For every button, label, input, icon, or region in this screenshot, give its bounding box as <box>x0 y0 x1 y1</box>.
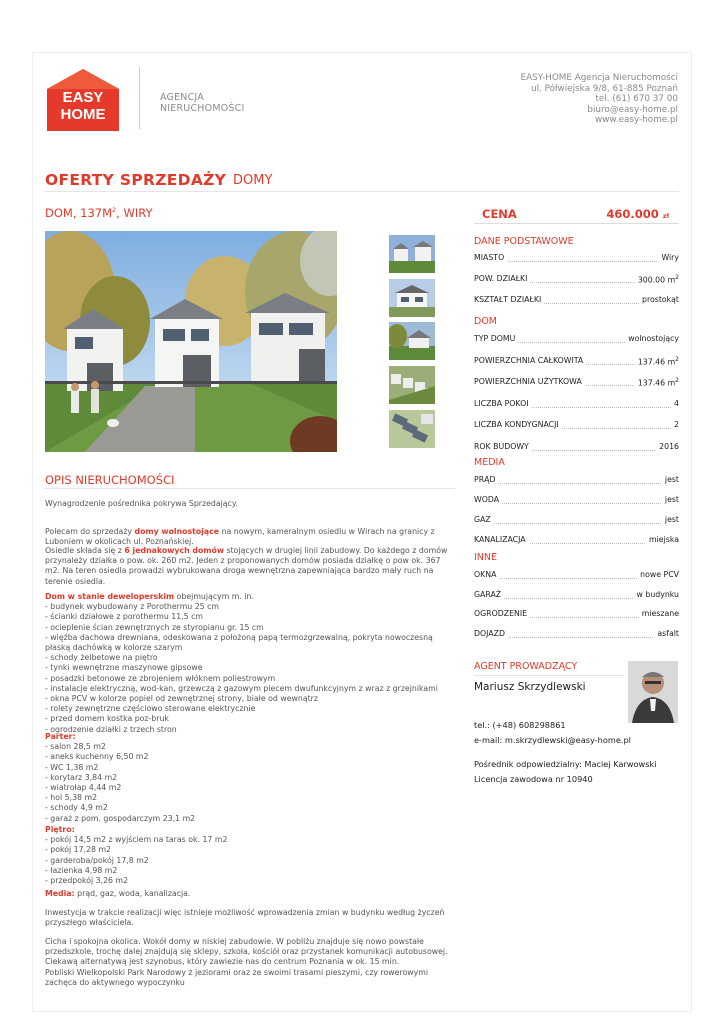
logo-line2: HOME <box>60 106 106 123</box>
area-line-2: przedszkole, trochę dalej znajdują się sklepy, szkoła, kościół oraz przystanek komunikacji autobusowej. <box>45 947 448 957</box>
row-value: jest <box>662 495 679 504</box>
description-features <box>45 592 463 735</box>
description-divider <box>45 488 455 489</box>
price-currency: zł <box>662 212 669 220</box>
price-label: CENA <box>482 207 517 221</box>
media-summary <box>45 889 463 899</box>
ground-floor-item: - hol 5,38 m2 <box>45 793 98 803</box>
thumbnail-1[interactable] <box>389 235 435 273</box>
feature-item: - ogrodzenie działki z trzech stron <box>45 724 177 734</box>
ground-floor-item: - schody 4,9 m2 <box>45 803 108 813</box>
row-label: WODA <box>474 495 502 504</box>
description-paragraph-1 <box>45 527 463 547</box>
feature-item: - instalacje elektryczną, wod-kan, grzewczą z gazowym piecem dwufunkcyjnym z wraz z grzejnikami <box>45 683 438 693</box>
agent-heading: AGENT PROWADZĄCY <box>474 661 578 672</box>
features-intro: obejmującym m. in. <box>174 592 254 601</box>
dotted-leader <box>474 503 679 504</box>
data-row <box>474 420 679 432</box>
area-line-1: Cicha i spokojna okolica. Wokół domy w niskiej zabudowie. W pobliżu znajduje się nowo powstałe <box>45 937 424 946</box>
feature-item: - budynek wybudowany z Porothermu 25 cm <box>45 602 219 612</box>
section-basic-heading: DANE PODSTAWOWE <box>474 236 574 247</box>
ground-floor-item: - salon 28,5 m2 <box>45 742 106 752</box>
page-category: DOMY <box>233 173 273 188</box>
first-floor-item: - przedpokój 3,26 m2 <box>45 876 129 886</box>
row-value: 137.46 $m^2$ <box>635 356 679 367</box>
section-media-heading: MEDIA <box>474 457 505 468</box>
row-label: KANALIZACJA <box>474 535 529 544</box>
p1-text-a: Polecam do sprzedaży <box>45 527 135 536</box>
agent-intermediary: Pośrednik odpowiedzialny: Maciej Karwowski <box>474 759 657 769</box>
logo-line1: EASY <box>62 89 104 106</box>
row-value: wolnostojący <box>625 334 679 343</box>
row-value: nowe PCV <box>637 570 679 579</box>
thumbnail-4[interactable] <box>389 366 435 404</box>
row-value: prostokąt <box>639 295 679 304</box>
dotted-leader <box>474 523 679 524</box>
feature-item: - okna PCV w kolorze popiel od zewnętrznej strony, białe od wewnątrz <box>45 694 318 704</box>
easy-home-logo <box>45 68 121 132</box>
agency-line2: NIERUCHOMOŚCI <box>160 103 245 114</box>
row-value: 137.46 $m^2$ <box>635 377 679 388</box>
data-row <box>474 515 679 527</box>
dotted-leader <box>474 483 679 484</box>
media-summary-text: prąd, gaz, woda, kanalizacja. <box>74 889 191 898</box>
row-label: POWIERZCHNIA CAŁKOWITA <box>474 356 586 365</box>
property-title-suffix: , WIRY <box>116 206 153 220</box>
contact-company: EASY-HOME Agencja Nieruchomości <box>520 73 678 83</box>
p1-highlight: domy wolnostojące <box>134 527 220 536</box>
thumbnail-5[interactable] <box>389 410 435 448</box>
agent-divider <box>474 675 624 676</box>
data-row <box>474 629 679 641</box>
p1-text-d: Luboniem w okolicach ul. Poznańskiej. <box>45 537 194 547</box>
area-line-3: Ciekawą alternatywą jest szynobus, który zawiezie nas do centrum Poznania w ok. 15 min. <box>45 957 400 967</box>
first-floor-item: - pokój 17,28 m2 <box>45 845 112 855</box>
thumbnail-2[interactable] <box>389 279 435 317</box>
p2-text-e: m2. Na teren osiedla prowadzi wybrukowana droga wewnętrzna zapewniająca bardzo mały ruch na <box>45 566 434 576</box>
row-label: TYP DOMU <box>474 334 518 343</box>
row-value: 4 <box>671 399 679 408</box>
row-label: MIASTO <box>474 253 507 262</box>
row-value: Wiry <box>658 253 679 262</box>
page-title: OFERTY SPRZEDAŻY <box>45 171 227 189</box>
media-summary-heading: Media: <box>45 889 75 898</box>
feature-item: - więźba dachowa drewniana, odeskowana z położoną papą termozgrzewalną, pokryta nowoczesną <box>45 632 433 642</box>
agent-email[interactable]: e-mail: m.skrzydlewski@easy-home.pl <box>474 735 631 745</box>
data-row <box>474 590 679 602</box>
contact-phone[interactable]: tel. (61) 670 37 00 <box>595 94 678 105</box>
area-line-4: Pobliski Wielkopolski Park Narodowy z jeziorami oraz ze swoimi trasami pieszymi, czy rowerowymi <box>45 967 429 977</box>
row-label: GAZ <box>474 515 494 524</box>
ground-floor-item: - garaż z pom. gospodarczym 23,1 m2 <box>45 813 196 823</box>
row-value-sup: 2 <box>675 274 679 281</box>
row-label: LICZBA KONDYGNACJI <box>474 420 562 429</box>
feature-item: - ocieplenie ścian zewnętrznych ze styropianu gr. 15 cm <box>45 622 264 632</box>
feature-item: - schody żelbetowe na piętro <box>45 653 158 663</box>
row-label: LICZBA POKOI <box>474 399 532 408</box>
row-value-sup: 2 <box>675 355 679 363</box>
description-heading: OPIS NIERUCHOMOŚCI <box>45 473 175 487</box>
thumbnail-3[interactable] <box>389 322 435 360</box>
price-value <box>606 207 669 221</box>
ground-floor-item: - WC 1,38 m2 <box>45 762 99 772</box>
ground-floor-list <box>45 742 463 824</box>
price-amount: 460.000 <box>606 207 659 221</box>
data-row <box>474 295 679 307</box>
first-floor-item: - łazienka 4,98 m2 <box>45 865 118 875</box>
ground-floor-item: - wiatrołap 4,44 m2 <box>45 783 122 793</box>
logo-divider <box>139 67 140 129</box>
agent-phone[interactable]: tel.: (+48) 608298861 <box>474 720 566 730</box>
row-label: DOJAZD <box>474 629 508 638</box>
row-label: ROK BUDOWY <box>474 442 532 451</box>
row-value: 300.00 $m^2$ <box>635 274 679 285</box>
row-label: PRĄD <box>474 475 498 484</box>
property-title-sup: 2 <box>112 206 117 215</box>
row-value-sup: 2 <box>675 377 679 384</box>
fee-note: Wynagrodzenie pośrednika pokrywa Sprzedający. <box>45 499 238 508</box>
contact-block <box>521 73 678 126</box>
row-value: w budynku <box>634 590 679 599</box>
p2-highlight: 6 jednakowych domów <box>124 546 225 555</box>
data-row <box>474 377 679 389</box>
feature-item: - ścianki działowe z porothermu 11,5 cm <box>45 612 204 622</box>
agent-license: Licencja zawodowa nr 10940 <box>474 774 593 784</box>
row-value: mieszane <box>639 609 679 618</box>
feature-item: - tynki wewnętrzne maszynowe gipsowe <box>45 663 203 673</box>
row-value: jest <box>662 475 679 484</box>
row-label: OGRODZENIE <box>474 609 530 618</box>
main-property-photo[interactable] <box>45 231 337 452</box>
feature-item: płaską dachówką w kolorze szarym <box>45 643 183 653</box>
row-value: 2 <box>671 420 679 429</box>
row-label: OKNA <box>474 570 499 579</box>
data-row <box>474 334 679 346</box>
first-floor-block <box>45 825 463 886</box>
property-title <box>45 206 153 220</box>
row-value: 2016 <box>656 442 679 451</box>
agent-photo <box>628 661 678 723</box>
row-label: POW. DZIAŁKI <box>474 274 530 283</box>
ground-floor-item: - aneks kuchenny 6,50 m2 <box>45 752 149 762</box>
feature-item: - posadzki betonowe ze zbrojeniem włóknem poliestrowym <box>45 673 276 683</box>
data-row <box>474 442 679 454</box>
ground-floor-item: - korytarz 3,84 m2 <box>45 772 118 782</box>
p2-text-d: przynależy działka o pow. ok. 260 m2. Jeden z proponowanych domów posiada działkę o pow ok. 367 <box>45 556 441 566</box>
row-value: miejska <box>646 535 679 544</box>
row-value: jest <box>662 515 679 524</box>
property-title-prefix: DOM, 137M <box>45 206 113 220</box>
price-row <box>474 206 679 224</box>
p2-text-c: stojących w drugiej linii zabudowy. Do każdego z domów <box>224 546 448 555</box>
agency-line1: AGENCJA <box>160 92 204 103</box>
investment-note <box>45 908 463 928</box>
agency-name <box>160 92 244 114</box>
p1-text-c: na nowym, kameralnym osiedlu w Wirach na granicy z <box>219 527 435 536</box>
row-value: asfalt <box>654 629 679 638</box>
contact-address: ul. Półwiejska 9/8, 61-885 Poznań <box>531 83 678 94</box>
ground-floor-heading: Parter: <box>45 732 76 741</box>
data-row <box>474 535 679 547</box>
first-floor-item: - pokój 14,5 m2 z wyjściem na taras ok. 17 m2 <box>45 835 228 845</box>
p2-text-a: Osiedle składa się z <box>45 546 125 555</box>
data-row <box>474 475 679 487</box>
row-label: KSZTAŁT DZIAŁKI <box>474 295 544 304</box>
description-paragraph-2 <box>45 546 463 587</box>
data-row <box>474 399 679 411</box>
feature-item: - przed domem kostka poz-bruk <box>45 714 169 724</box>
title-divider <box>45 191 679 192</box>
ground-floor-block <box>45 732 463 824</box>
row-label: GARAŻ <box>474 590 504 599</box>
data-row <box>474 609 679 621</box>
feature-item: - rolety zewnętrzne częściowo sterowane elektrycznie <box>45 704 256 714</box>
data-row <box>474 570 679 582</box>
investment-line-1: Inwestycja w trakcie realizacji więc istnieje możliwość wprowadzenia zmian w budynku według życzeń <box>45 908 445 917</box>
features-list <box>45 602 463 735</box>
data-row <box>474 356 679 368</box>
agent-name: Mariusz Skrzydlewski <box>474 681 586 693</box>
contact-website[interactable]: www.easy-home.pl <box>595 115 678 126</box>
section-other-heading: INNE <box>474 552 498 563</box>
data-row <box>474 274 679 286</box>
investment-line-2: przyszłego właściciela. <box>45 918 134 928</box>
first-floor-list <box>45 835 463 886</box>
p2-text-f: terenie osiedla. <box>45 576 106 586</box>
features-highlight: Dom w stanie deweloperskim <box>45 592 175 601</box>
data-row <box>474 253 679 265</box>
first-floor-heading: Piętro: <box>45 825 75 834</box>
row-label: POWIERZCHNIA UŻYTKOWA <box>474 377 585 386</box>
area-line-5: zachęca do aktywnego wypoczynku <box>45 977 185 987</box>
first-floor-item: - garderoba/pokój 17,8 m2 <box>45 855 149 865</box>
area-description <box>45 937 463 988</box>
data-row <box>474 495 679 507</box>
contact-email[interactable]: biuro@easy-home.pl <box>587 104 678 115</box>
section-house-heading: DOM <box>474 316 497 327</box>
